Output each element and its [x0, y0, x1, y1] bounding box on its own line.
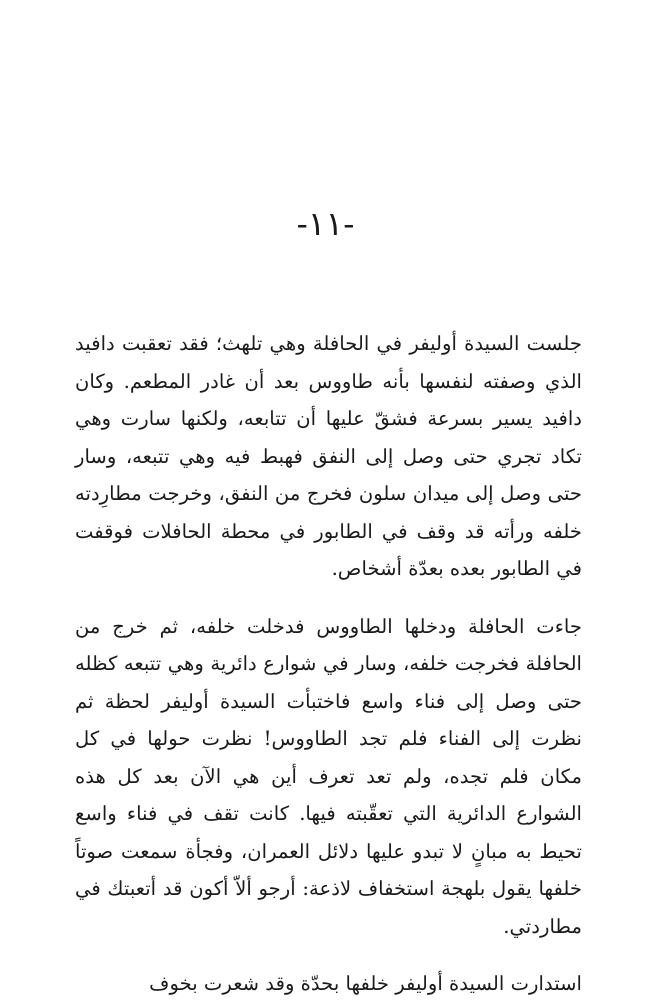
body-text: [75, 325, 582, 1003]
paragraph-1: جلست السيدة أوليفر في الحافلة وهي تلهث؛ فقد تعقبت دافيد الذي وصفته لنفسها بأنه طاووس بعد أن غادر المطعم. وكان دافيد يسير بسرعة فشقّ عليها أن تتابعه، ولكنها سارت وهي تكاد تجري حتى وصل إلى النفق فهبط فيه وهي تتبعه، وسار حتى وصل إلى ميدان سلون فخرج من النفق، وخرجت مطارِدته خلفه ورأته قد وقف في الطابور في محطة الحافلات فوقفت في الطابور بعده بعدّة أشخاص.: [75, 332, 582, 580]
paragraph-2: جاءت الحافلة ودخلها الطاووس فدخلت خلفه، ثم خرج من الحافلة فخرجت خلفه، وسار في شوارع دائرية وهي تتبعه كظله حتى وصل إلى فناء واسع فاختبأت السيدة أوليفر لحظة ثم نظرت إلى الفناء فلم تجد الطاووس! نظرت حولها في كل مكان فلم تجده، ولم تعد تعرف أين هي الآن بعد كل هذه الشوارع الدائرية التي تعقّبته فيها. كانت تقف في فناء واسع تحيط به مبانٍ لا تبدو عليها دلائل العمران، وفجأة سمعت صوتاً خلفها يقول بلهجة استخفاف لاذعة: أرجو ألاّ أكون قد أتعبتك في مطاردتي.: [75, 614, 582, 938]
chapter-number: -١١-: [296, 204, 355, 243]
paragraph-3: استدارت السيدة أوليفر خلفها بحدّة وقد شعرت بخوف: [149, 972, 582, 995]
